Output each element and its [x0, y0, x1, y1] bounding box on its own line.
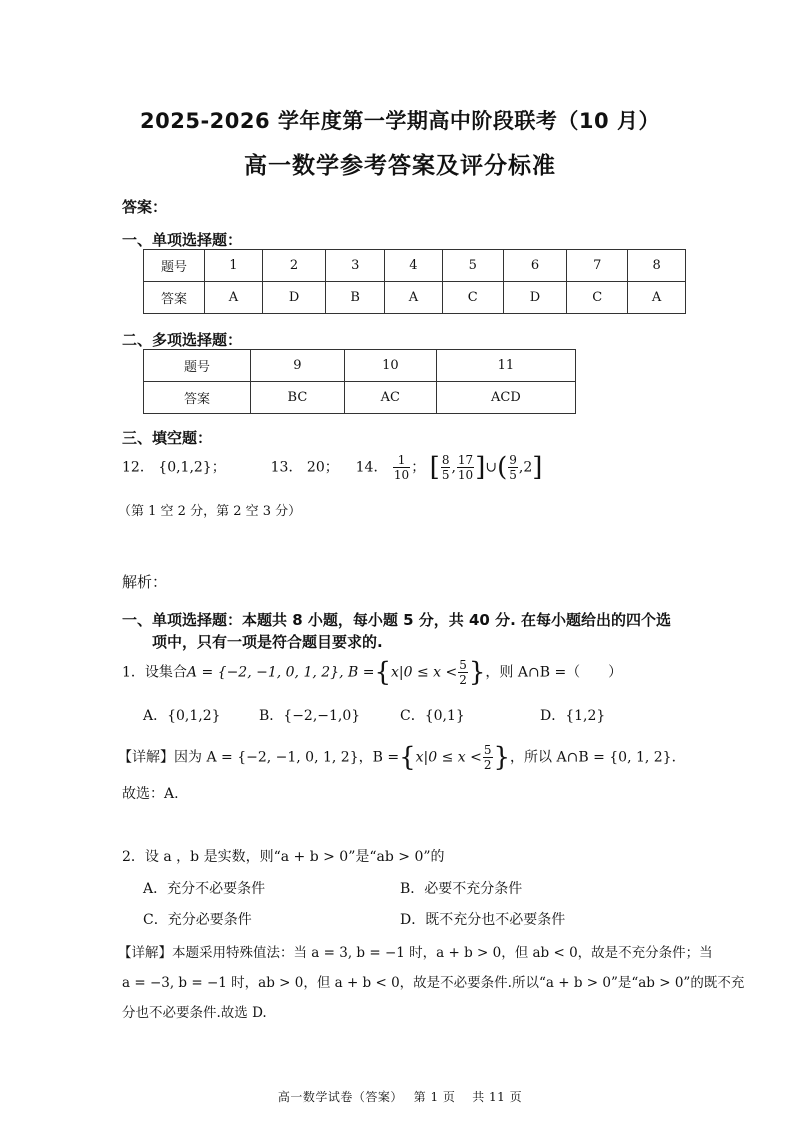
multi-choice-table — [143, 349, 576, 414]
fill-blank-answers: 12． {0,1,2}； 13． 20； 14． $\frac{1}{10}$ ； [ $\frac{8}{5}$ , $\frac{17}{10}$ ]∪( $\frac{9}{5}$ ,2] — [122, 452, 543, 483]
question-number: 10 — [344, 350, 436, 382]
q1-detail-condition: x|0 ≤ x < — [415, 749, 482, 766]
answer-cell: B — [326, 282, 385, 314]
fraction-numerator: 8 — [441, 453, 450, 467]
interval-endpoint: 2 — [523, 459, 533, 476]
answer-cell: D — [503, 282, 567, 314]
q1-fraction — [458, 658, 468, 687]
multi-choice-question-row — [144, 350, 576, 382]
q2-stem: 2．设 a ，b 是实数，则“a + b > 0”是“ab > 0”的 — [122, 849, 445, 865]
fraction-denominator: 5 — [509, 468, 517, 482]
question-number: 2 — [262, 250, 326, 282]
left-brace: { — [399, 742, 416, 773]
q14-number: 14． — [355, 459, 388, 476]
question-number: 1 — [205, 250, 263, 282]
q2-detail-line1: 【详解】本题采用特殊值法：当 a = 3, b = −1 时，a + b > 0，但 ab < 0，故是不充分条件；当 — [118, 945, 713, 961]
question-number: 7 — [567, 250, 628, 282]
q1-set-a: A = {−2, −1, 0, 1, 2}, B = — [186, 664, 375, 681]
fraction-denominator: 5 — [441, 468, 450, 482]
fraction-numerator: 9 — [509, 453, 517, 467]
fraction-denominator: 10 — [393, 468, 410, 482]
q1-set-b-condition: x|0 ≤ x < — [391, 664, 458, 681]
left-bracket: [ — [429, 452, 440, 483]
multi-choice-answer-row — [144, 382, 576, 414]
row-label-answer: 答案 — [144, 282, 205, 314]
q1-option-c: C．{0,1} — [400, 708, 465, 724]
fraction-denominator: 2 — [459, 673, 467, 687]
question-number: 4 — [385, 250, 443, 282]
q2-detail-line3: 分也不必要条件.故选 D. — [122, 1005, 267, 1021]
separator: ； — [324, 459, 339, 476]
question-number: 6 — [503, 250, 567, 282]
fraction-denominator: 2 — [483, 758, 492, 772]
q2-detail-line2: a = −3, b = −1 时，ab > 0，但 a + b < 0，故是不必要条件.所以“a + b > 0”是“ab > 0”的既不充 — [122, 975, 745, 991]
q2-option-a: A．充分不必要条件 — [143, 881, 266, 897]
fraction-numerator: 1 — [393, 453, 410, 468]
q1-prefix: 1．设集合 — [122, 664, 187, 681]
detail-label: 【详解】 — [118, 749, 174, 766]
q1-option-a: A．{0,1,2} — [143, 708, 221, 724]
question-number: 3 — [326, 250, 385, 282]
fraction-numerator: 5 — [483, 743, 492, 757]
interval-fraction — [441, 453, 451, 482]
answers-label: 答案： — [122, 198, 168, 216]
analysis-label: 解析： — [122, 573, 168, 591]
q1-suffix: ，则 A∩B =（ ） — [485, 664, 623, 681]
q2-option-b: B．必要不充分条件 — [400, 881, 523, 897]
answer-cell: A — [628, 282, 686, 314]
answer-cell: D — [262, 282, 326, 314]
answer-cell: A — [385, 282, 443, 314]
single-choice-heading: 一、单项选择题： — [122, 231, 243, 249]
section1-desc-line2: 项中，只有一项是符合题目要求的. — [152, 633, 383, 651]
left-brace: { — [374, 657, 391, 688]
q12-number: 12． — [122, 459, 154, 476]
question-number: 9 — [251, 350, 345, 382]
page-footer: 高一数学试卷（答案） 第 1 页 共 11 页 — [277, 1090, 523, 1104]
fraction-numerator: 17 — [457, 453, 474, 467]
right-bracket: ] — [532, 452, 543, 483]
q1-detail — [118, 743, 686, 772]
row-label-answer: 答案 — [144, 382, 251, 414]
q1-detail-fraction — [483, 743, 493, 772]
q13-answer: 20 — [306, 459, 325, 476]
fraction-denominator: 10 — [457, 468, 474, 482]
exam-title: 2025-2026 学年度第一学期高中阶段联考（10 月） — [140, 109, 660, 133]
row-label-question: 题号 — [144, 350, 251, 382]
separator: ； — [211, 459, 226, 476]
answer-cell: BC — [251, 382, 345, 414]
answer-cell: AC — [344, 382, 436, 414]
union-symbol: ∪ — [485, 459, 498, 476]
fraction-numerator: 5 — [459, 658, 467, 672]
section1-desc-line1: 一、单项选择题：本题共 8 小题，每小题 5 分，共 40 分. 在每小题给出的四个选 — [122, 611, 672, 629]
answer-cell: ACD — [436, 382, 575, 414]
single-choice-question-row — [144, 250, 686, 282]
q13-number: 13． — [270, 459, 303, 476]
answer-key-title: 高一数学参考答案及评分标准 — [244, 153, 556, 179]
q1-detail-prefix: 因为 A = {−2, −1, 0, 1, 2}，B = — [174, 749, 400, 766]
q1-choice: 故选：A. — [122, 786, 179, 802]
q2-option-c: C．充分必要条件 — [143, 912, 252, 928]
answer-cell: A — [205, 282, 263, 314]
q2-option-d: D．既不充分也不必要条件 — [400, 912, 566, 928]
q1-detail-suffix: ，所以 A∩B = {0, 1, 2}． — [510, 749, 686, 766]
scoring-note: （第 1 空 2 分，第 2 空 3 分） — [118, 504, 302, 519]
interval-fraction — [508, 453, 518, 482]
answer-cell: C — [567, 282, 628, 314]
answer-cell: C — [442, 282, 503, 314]
row-label-question: 题号 — [144, 250, 205, 282]
interval-fraction — [457, 453, 474, 482]
right-brace: } — [493, 742, 511, 773]
left-paren: ( — [497, 452, 508, 483]
q1-option-b: B．{−2,−1,0} — [259, 708, 361, 724]
q12-answer: {0,1,2} — [158, 459, 212, 476]
single-choice-answer-row — [144, 282, 686, 314]
right-bracket: ] — [475, 452, 486, 483]
question-number: 8 — [628, 250, 686, 282]
q1-option-d: D．{1,2} — [540, 708, 606, 724]
multi-choice-heading: 二、多项选择题： — [122, 331, 243, 349]
q1-stem — [122, 658, 622, 687]
question-number: 5 — [442, 250, 503, 282]
right-brace: } — [468, 657, 486, 688]
single-choice-table — [143, 249, 686, 314]
q14-fraction — [393, 453, 410, 482]
question-number: 11 — [436, 350, 575, 382]
fill-blank-heading: 三、填空题： — [122, 429, 213, 447]
separator: ； — [411, 459, 426, 476]
